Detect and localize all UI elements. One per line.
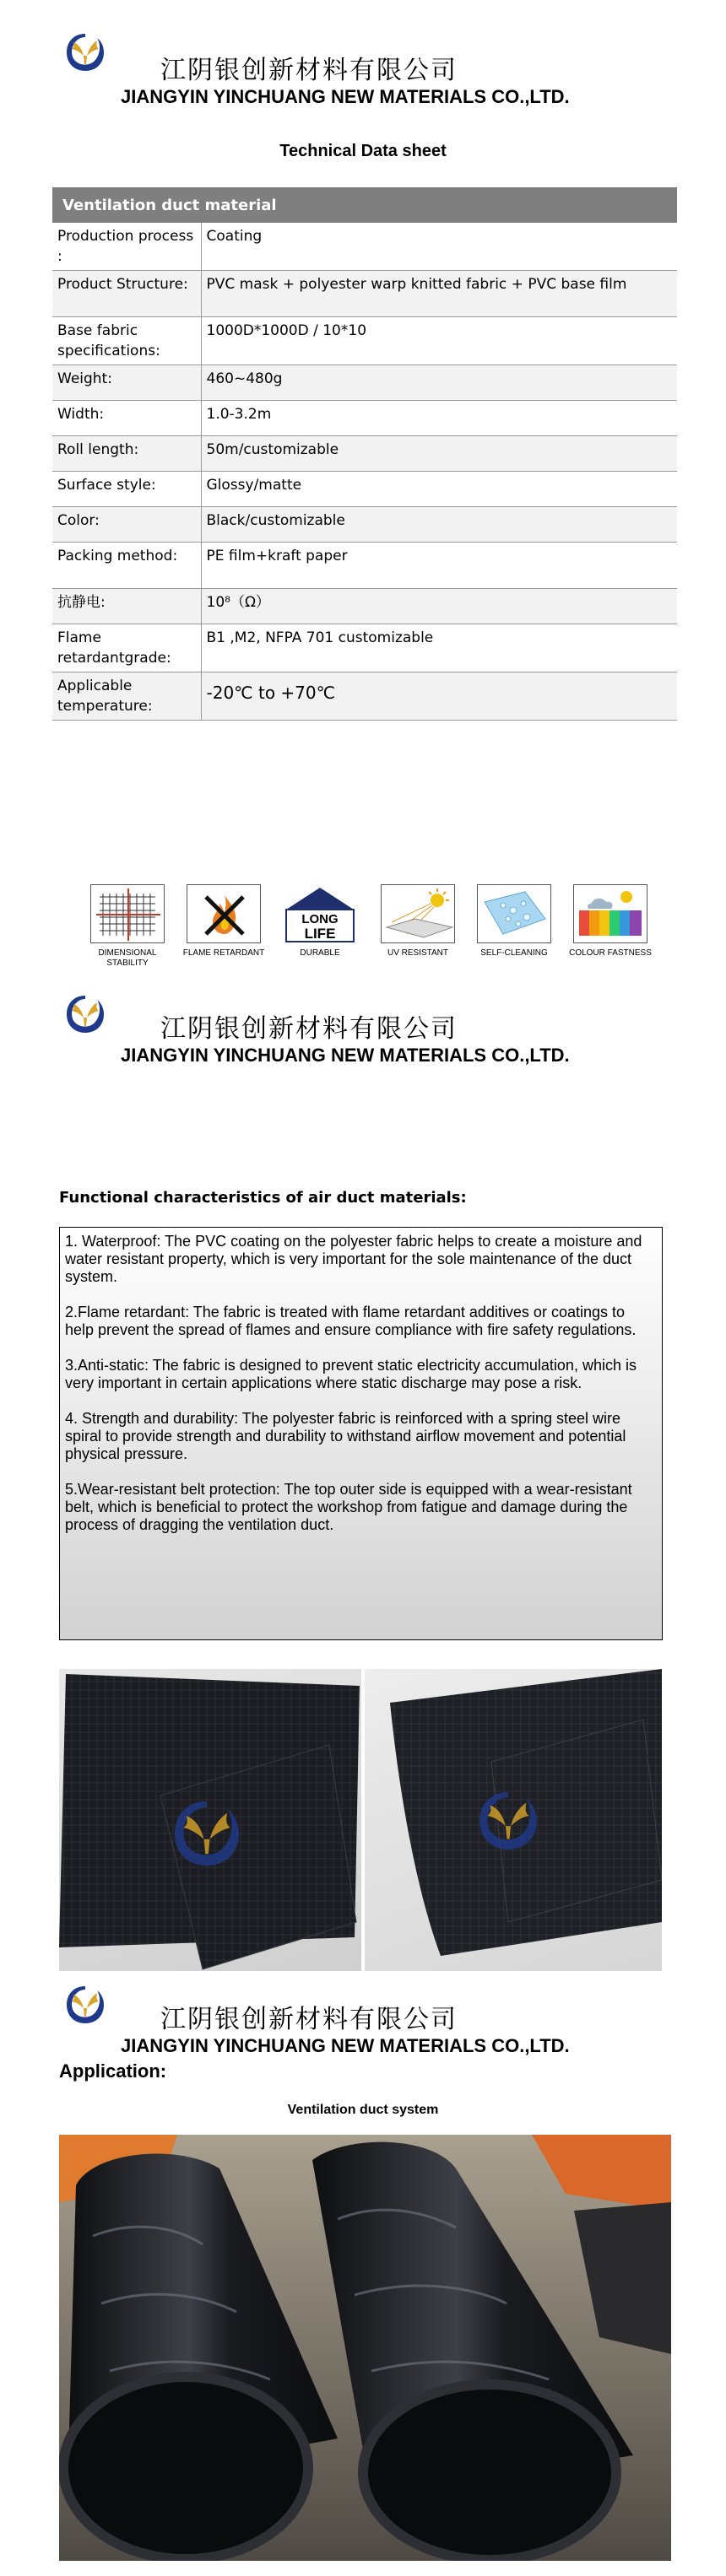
company-name-en: JIANGYIN YINCHUANG NEW MATERIALS CO.,LTD. (121, 86, 570, 107)
spec-value: B1 ,M2, NFPA 701 customizable (201, 624, 677, 672)
spec-key: Production process : (52, 223, 201, 271)
badge-label: DURABLE (300, 948, 340, 958)
spec-key: Surface style: (52, 472, 201, 507)
spec-value: 1000D*1000D / 10*10 (201, 317, 677, 365)
spec-key: Flame retardantgrade: (52, 624, 201, 672)
spec-value: Coating (201, 223, 677, 271)
spec-value: 460~480g (201, 365, 677, 401)
spec-key: Width: (52, 401, 201, 436)
spec-key: Base fabric specifications: (52, 317, 201, 365)
spec-key: Packing method: (52, 543, 201, 589)
company-logo (63, 992, 107, 1036)
application-subtitle: Ventilation duct system (287, 2103, 439, 2117)
functional-item: 3.Anti-static: The fabric is designed to prevent static electricity accumulation, which is very important in certain applications where static discharge may pose a risk. (65, 1357, 637, 1391)
badge-label: COLOUR FASTNESS (569, 948, 652, 958)
spec-value: PE film+kraft paper (201, 543, 677, 589)
spec-value: -20℃ to +70℃ (201, 672, 677, 721)
badge-label: SELF-CLEANING (480, 948, 548, 958)
spec-table (52, 187, 677, 721)
company-name-en: JIANGYIN YINCHUANG NEW MATERIALS CO.,LTD. (121, 2035, 570, 2056)
company-name-cn: 江阴银创新材料有限公司 (160, 1014, 458, 1044)
spec-value: 50m/customizable (201, 436, 677, 472)
duct-photo (59, 2135, 671, 2561)
spec-value: 10⁸（Ω） (201, 589, 677, 624)
functional-heading: Functional characteristics of air duct materials: (59, 1189, 467, 1207)
spec-value: Glossy/matte (201, 472, 677, 507)
spec-table-header: Ventilation duct material (52, 187, 677, 223)
spec-key: Applicable temperature: (52, 672, 201, 721)
company-logo (63, 30, 107, 74)
droplets-icon (478, 885, 552, 944)
badge-flame-retardant (177, 884, 270, 959)
spec-value: Black/customizable (201, 507, 677, 543)
company-name-en: JIANGYIN YINCHUANG NEW MATERIALS CO.,LTD. (121, 1045, 570, 1066)
badge-label: FLAME RETARDANT (182, 948, 265, 958)
rainbow-icon (574, 885, 648, 944)
spec-key: Product Structure: (52, 271, 201, 317)
functional-item: 2.Flame retardant: The fabric is treated with flame retardant additives or coatings to help prevent the spread of flames and ensure compliance with fire safety regulations. (65, 1304, 637, 1338)
application-heading: Application: (59, 2060, 167, 2082)
spec-key: Roll length: (52, 436, 201, 472)
badge-durable (274, 884, 366, 959)
svg-text:LONG: LONG (301, 912, 339, 926)
company-name-cn: 江阴银创新材料有限公司 (160, 2005, 458, 2034)
functional-item: 1. Waterproof: The PVC coating on the polyester fabric helps to create a moisture and water resistant property, which is very important for the sole maintenance of the duct system. (65, 1233, 642, 1285)
spec-key: Color: (52, 507, 201, 543)
badge-uv-resistant (371, 884, 464, 959)
spec-key: Weight: (52, 365, 201, 401)
datasheet-title: Technical Data sheet (279, 142, 447, 160)
spec-value: 1.0-3.2m (201, 401, 677, 436)
sun-icon (382, 885, 456, 944)
functional-item: 5.Wear-resistant belt protection: The top outer side is equipped with a wear-resistant belt, which is beneficial to protect the workshop from fatigue and damage during the process of dragging the ventilation duct. (65, 1481, 632, 1533)
flame-icon (187, 885, 262, 944)
badge-label: UV RESISTANT (387, 948, 449, 958)
fabric-photo-left (59, 1669, 361, 1971)
svg-text:LIFE: LIFE (304, 926, 336, 942)
company-name-cn: 江阴银创新材料有限公司 (160, 56, 458, 85)
functional-box (59, 1227, 663, 1640)
badge-self-cleaning (468, 884, 561, 959)
fabric-photo-right (365, 1669, 662, 1971)
badge-dimensional-stability (81, 884, 174, 969)
long-life-icon (283, 884, 357, 943)
spec-key: 抗静电: (52, 589, 201, 624)
badge-colour-fastness (564, 884, 657, 959)
functional-item: 4. Strength and durability: The polyester fabric is reinforced with a spring steel wire spiral to provide strength and durability to withstand airflow movement and potential physical pressure. (65, 1410, 626, 1462)
spec-value: PVC mask + polyester warp knitted fabric + PVC base film (201, 271, 677, 317)
grid-icon (91, 885, 165, 944)
company-logo (63, 1983, 107, 2027)
badge-label: DIMENSIONAL STABILITY (98, 948, 157, 968)
